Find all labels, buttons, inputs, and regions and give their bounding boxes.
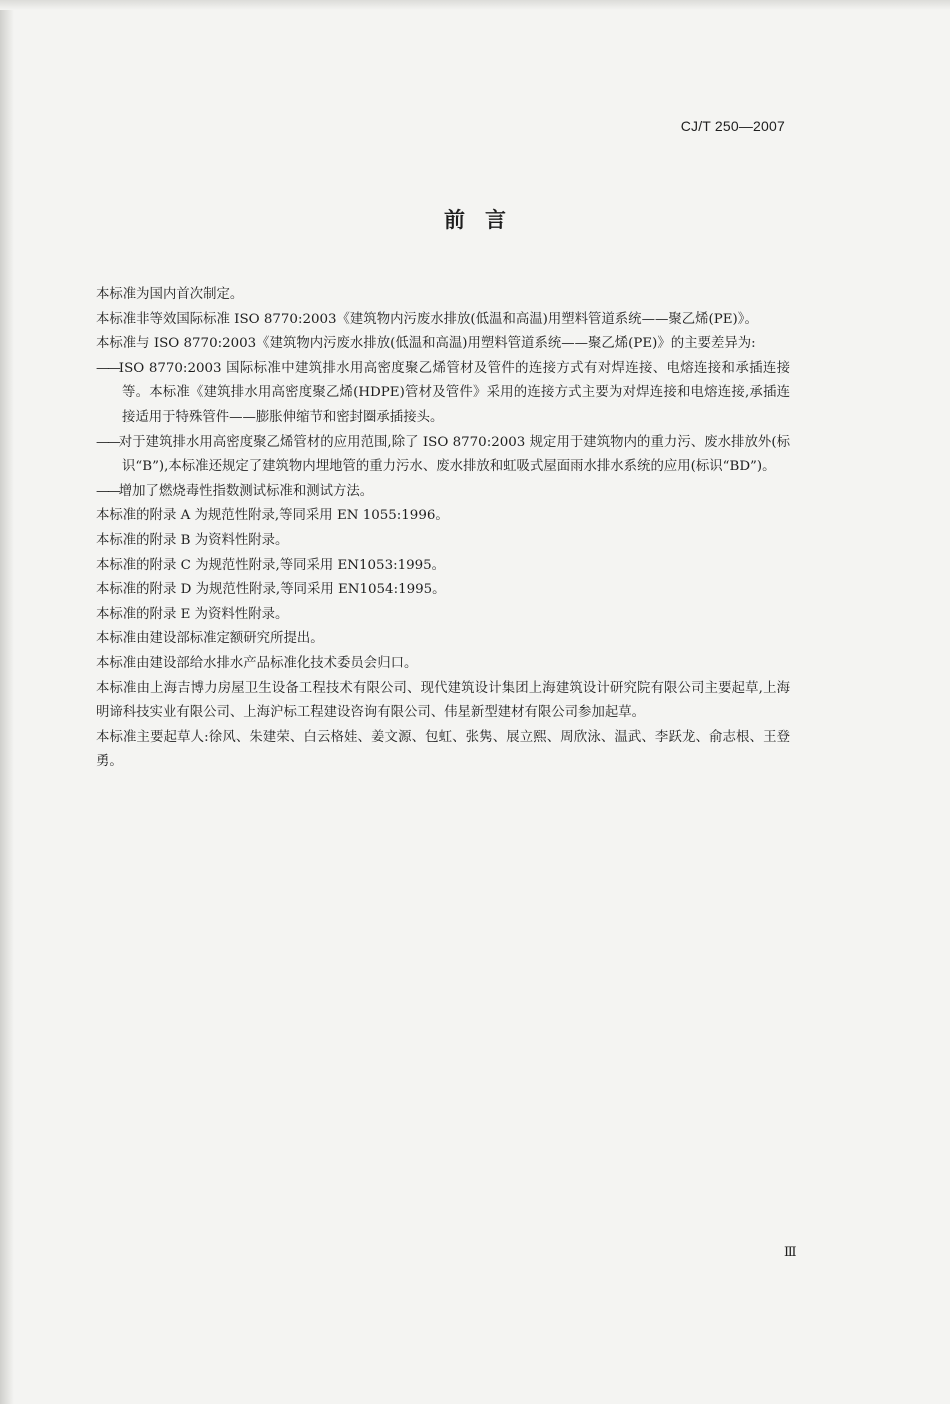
foreword-body	[96, 283, 790, 775]
difference-item	[96, 480, 790, 505]
annex-line: 本标准的附录 D 为规范性附录,等同采用 EN1054:1995。	[96, 582, 446, 598]
paragraph: 本标准主要起草人:徐风、朱建荣、白云格娃、姜文源、包虹、张隽、展立熙、周欣泳、温武、李跃龙、俞志根、王登勇。	[96, 729, 790, 770]
difference-text: 对于建筑排水用高密度聚乙烯管材的应用范围,除了 ISO 8770:2003 规定用于建筑物内的重力污、废水排放外(标识“B”),本标准还规定了建筑物内埋地管的重力污水、废水排放和虹吸式屋面雨水排水系统的应用(标识“BD”)。	[118, 434, 790, 475]
paragraph: 本标准由建设部标准定额研究所提出。	[96, 631, 324, 647]
paragraph: 本标准由上海吉博力房屋卫生设备工程技术有限公司、现代建筑设计集团上海建筑设计研究院有限公司主要起草,上海明谛科技实业有限公司、上海沪标工程建设咨询有限公司、伟星新型建材有限公司参加起草。	[96, 680, 790, 721]
page-top-shadow	[0, 0, 950, 10]
dash-marker: ——	[96, 434, 119, 450]
dash-marker: ——	[96, 483, 119, 499]
difference-item	[96, 431, 790, 480]
standard-code: CJ/T 250—2007	[680, 118, 785, 134]
annex-line: 本标准的附录 E 为资料性附录。	[96, 606, 289, 622]
page-number: Ⅲ	[784, 1245, 797, 1260]
paragraph: 本标准由建设部给水排水产品标准化技术委员会归口。	[96, 655, 418, 671]
annex-line: 本标准的附录 A 为规范性附录,等同采用 EN 1055:1996。	[96, 508, 449, 524]
annex-line: 本标准的附录 B 为资料性附录。	[96, 532, 289, 548]
paragraph: 本标准非等效国际标准 ISO 8770:2003《建筑物内污废水排放(低温和高温)用塑料管道系统——聚乙烯(PE)》。	[96, 311, 758, 327]
difference-text: ISO 8770:2003 国际标准中建筑排水用高密度聚乙烯管材及管件的连接方式有对焊连接、电熔连接和承插连接等。本标准《建筑排水用高密度聚乙烯(HDPE)管材及管件》采用的连接方式主要为对焊连接和电熔连接,承插连接适用于特殊管件——膨胀伸缩节和密封圈承插接头。	[118, 360, 790, 425]
page-title: 前言	[444, 208, 526, 232]
paragraph: 本标准为国内首次制定。	[96, 287, 244, 302]
dash-marker: ——	[96, 360, 119, 376]
difference-text: 增加了燃烧毒性指数测试标准和测试方法。	[118, 483, 374, 499]
annex-line: 本标准的附录 C 为规范性附录,等同采用 EN1053:1995。	[96, 557, 446, 573]
paragraph: 本标准与 ISO 8770:2003《建筑物内污废水排放(低温和高温)用塑料管道系统——聚乙烯(PE)》的主要差异为:	[96, 336, 756, 352]
difference-item	[96, 357, 790, 431]
